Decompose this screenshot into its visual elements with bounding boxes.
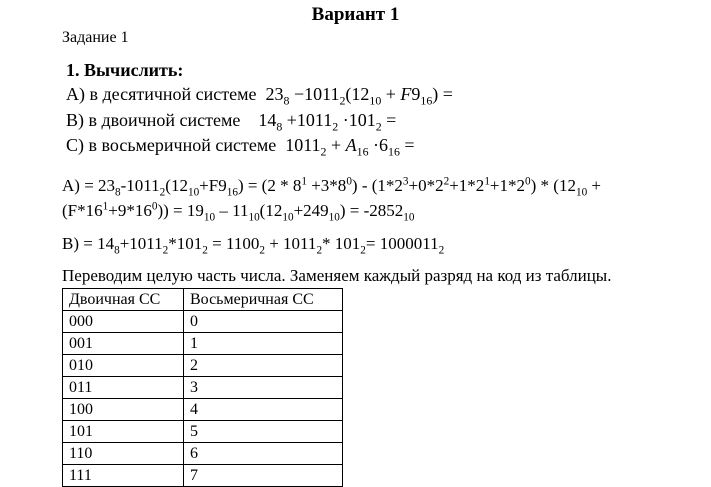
conversion-table (62, 288, 343, 487)
cell-octal: 4 (184, 399, 343, 421)
cell-octal: 2 (184, 355, 343, 377)
cell-binary: 111 (63, 465, 184, 487)
cell-octal: 3 (184, 377, 343, 399)
cell-octal: 1 (184, 333, 343, 355)
solution-b: $B) = 14_8+1011_2*101_2 = 1100_2 + 1011_2*$ $101_2= 1000011_2$ (62, 234, 445, 257)
problem-heading (66, 60, 183, 81)
problem-number: 1. (66, 60, 80, 80)
conversion-paragraph: Переводим целую часть числа. Заменяем каждый разряд на код из таблицы. (62, 266, 612, 285)
problem-item-a (66, 84, 453, 108)
table-row (63, 465, 343, 487)
cell-octal: 7 (184, 465, 343, 487)
document-title: Вариант 1 (311, 4, 400, 25)
problem-item-a-formula: $23_8 -1011_2(12_{10} + F9_{16})$ = (261, 84, 453, 108)
problem-item-b-prefix: B) в двоичной системе (66, 110, 241, 130)
cell-binary: 101 (63, 421, 184, 443)
table-row (63, 399, 343, 421)
table-row (63, 333, 343, 355)
problem-item-a-prefix: A) в десятичной системе (66, 84, 257, 104)
table-row (63, 311, 343, 333)
cell-octal: 6 (184, 443, 343, 465)
problem-heading-text: Вычислить: (84, 60, 184, 80)
cell-binary: 110 (63, 443, 184, 465)
table-row (63, 355, 343, 377)
header-binary: Двоичная СС (63, 289, 184, 311)
cell-binary: 011 (63, 377, 184, 399)
table-row (63, 377, 343, 399)
header-octal: Восьмеричная СС (184, 289, 343, 311)
solution-a-line-1: $A) = 23_8-1011_2(12_{10}+F9_{16}) = (2 * 8^1 +3*8^0) - (1*2^3+0*2^2+1*2^1+1*2^0) * (12_{10}$ + (62, 175, 602, 199)
table-header-row (63, 289, 343, 311)
problem-item-c-formula: $1011_2 + A_{16} \cdot 6_{16}$ = (280, 135, 415, 159)
cell-binary: 010 (63, 355, 184, 377)
problem-item-c (66, 135, 415, 159)
table-row (63, 421, 343, 443)
task-label: Задание 1 (62, 29, 129, 46)
table-row (63, 443, 343, 465)
problem-item-b-formula: $14_8 +1011_2 \cdot 101_2$ = (244, 110, 397, 134)
cell-binary: 100 (63, 399, 184, 421)
cell-binary: 000 (63, 311, 184, 333)
cell-octal: 0 (184, 311, 343, 333)
problem-item-c-prefix: C) в восьмеричной системе (66, 135, 277, 155)
problem-item-b (66, 110, 397, 134)
cell-binary: 001 (63, 333, 184, 355)
cell-octal: 5 (184, 421, 343, 443)
solution-a-line-2: $(F*16^1+9*16^0)) = 19_{10} - 11_{10}(12_{10}+249_{10}) = -2852_{10}$ (62, 200, 415, 224)
